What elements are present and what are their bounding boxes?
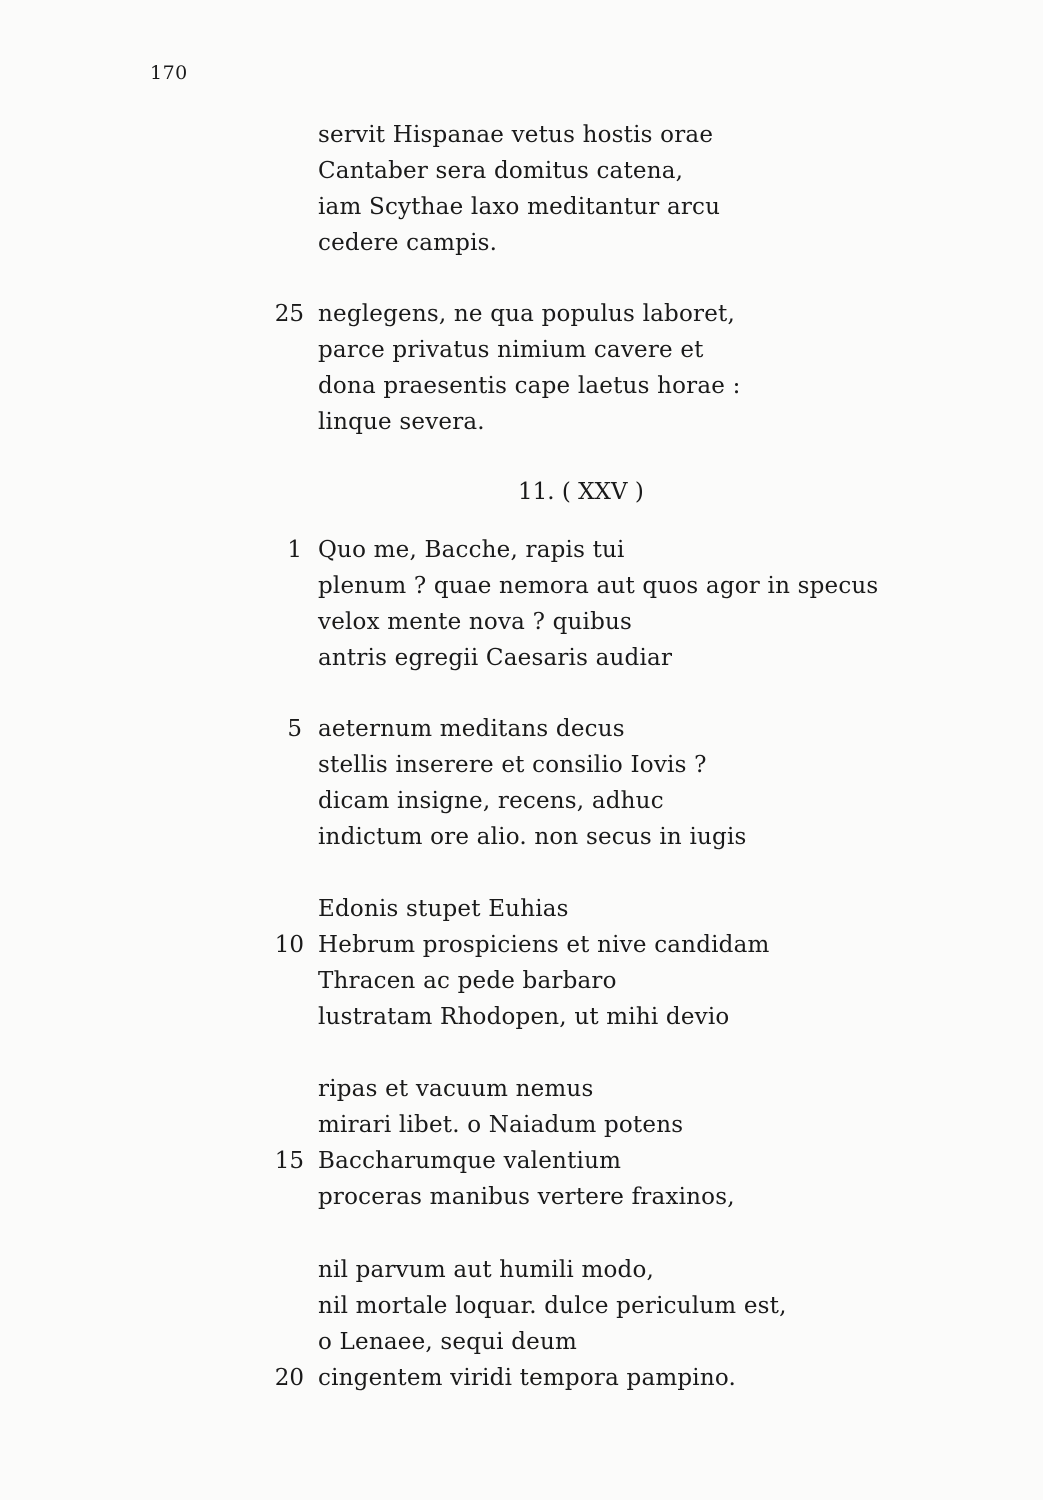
verse-line: linque severa. <box>318 409 485 435</box>
verse-line: aeternum meditans decus <box>318 716 625 742</box>
verse-line: stellis inserere et consilio Iovis ? <box>318 752 707 778</box>
verse-line: indictum ore alio. non secus in iugis <box>318 824 747 850</box>
verse-line: Quo me, Bacche, rapis tui <box>318 537 625 563</box>
verse-line: mirari libet. o Naiadum potens <box>318 1112 684 1138</box>
verse-line: nil parvum aut humili modo, <box>318 1257 655 1283</box>
verse-line: Edonis stupet Euhias <box>318 896 569 922</box>
verse-line: plenum ? quae nemora aut quos agor in specus <box>318 573 879 599</box>
verse-line: proceras manibus vertere fraxinos, <box>318 1184 735 1210</box>
line-number: 1 <box>287 537 302 563</box>
verse-line: cingentem viridi tempora pampino. <box>318 1365 737 1391</box>
verse-line: iam Scythae laxo meditantur arcu <box>318 194 721 220</box>
verse-line: velox mente nova ? quibus <box>318 609 633 635</box>
page-number: 170 <box>150 62 188 84</box>
line-number: 5 <box>287 716 302 742</box>
verse-line: dona praesentis cape laetus horae : <box>318 373 741 399</box>
verse-line: dicam insigne, recens, adhuc <box>318 788 664 814</box>
verse-line: cedere campis. <box>318 230 498 256</box>
verse-line: Cantaber sera domitus catena, <box>318 158 684 184</box>
verse-line: neglegens, ne qua populus laboret, <box>318 301 735 327</box>
verse-line: parce privatus nimium cavere et <box>318 337 704 363</box>
verse-line: nil mortale loquar. dulce periculum est, <box>318 1293 787 1319</box>
verse-line: o Lenaee, sequi deum <box>318 1329 577 1355</box>
verse-line: Hebrum prospiciens et nive candidam <box>318 932 770 958</box>
line-number: 20 <box>274 1365 304 1391</box>
verse-line: servit Hispanae vetus hostis orae <box>318 122 714 148</box>
line-number: 25 <box>274 301 304 327</box>
verse-line: antris egregii Caesaris audiar <box>318 645 673 671</box>
line-number: 10 <box>274 932 304 958</box>
verse-line: Thracen ac pede barbaro <box>318 968 617 994</box>
line-number: 15 <box>274 1148 304 1174</box>
verse-line: Baccharumque valentium <box>318 1148 622 1174</box>
verse-line: ripas et vacuum nemus <box>318 1076 594 1102</box>
poem-heading: 11. ( XXV ) <box>518 479 644 505</box>
verse-line: lustratam Rhodopen, ut mihi devio <box>318 1004 730 1030</box>
